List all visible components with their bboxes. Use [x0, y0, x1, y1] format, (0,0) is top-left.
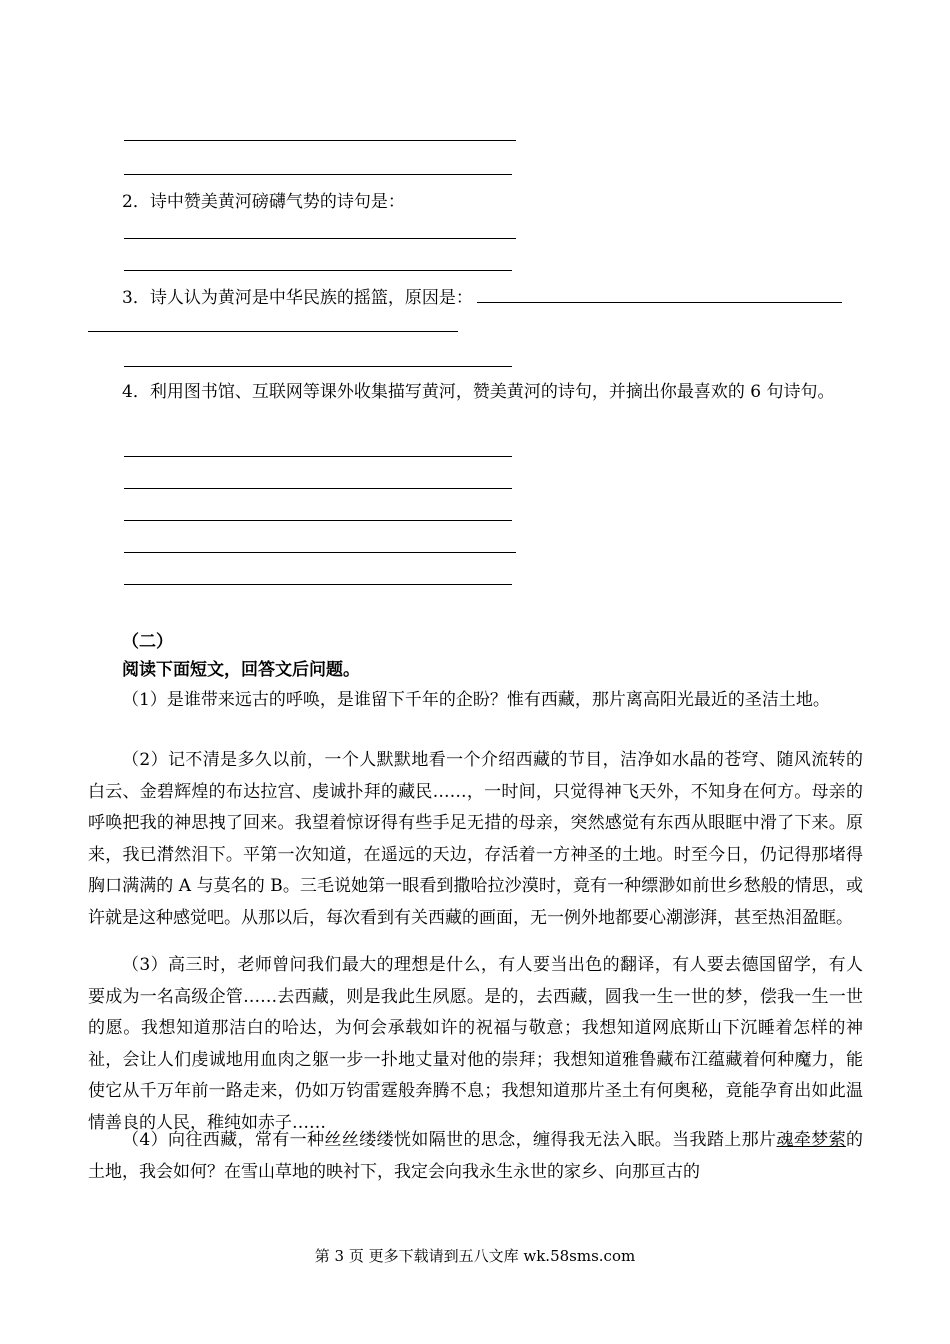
paragraph-4-end: 的土地，我会如何？在雪山草地的映衬下，我定会向我永生永世的家乡、向那亘古的 — [88, 1130, 863, 1182]
underlined-phrase: 魂牵梦萦 — [776, 1130, 846, 1150]
answer-line[interactable] — [124, 140, 516, 141]
paragraph-3: （3）高三时，老师曾问我们最大的理想是什么，有人要当出色的翻译，有人要去德国留学，有人要成为一名高级企管……去西藏，则是我此生夙愿。是的，去西藏，圆我一生一世的梦，偿我一生一世的愿。我想知道那洁白的哈达，为何会承载如许的祝福与敬意；我想知道网底斯山下沉睡着怎样的神祉，会让人们虔诚地用血肉之躯一步一扑地丈量对他的崇拜；我想知道雅鲁藏布江蕴藏着何种魔力，能使它从千万年前一路走来，仍如万钧雷霆般奔腾不息；我想知道那片圣土有何奥秘，竟能孕育出如此温情善良的人民，稚纯如赤子…… — [88, 955, 863, 1133]
question-3-text: 3．诗人认为黄河是中华民族的摇篮，原因是： — [122, 288, 473, 308]
answer-line[interactable] — [477, 301, 842, 303]
question-4: 4．利用图书馆、互联网等课外收集描写黄河，赞美黄河的诗句，并摘出你最喜欢的 6 句诗句。 — [122, 382, 835, 402]
answer-line[interactable] — [124, 270, 512, 271]
paragraph-2: （2）记不清是多久以前，一个人默默地看一个介绍西藏的节目，洁净如水晶的苍穹、随风流转的白云、金碧辉煌的布达拉宫、虔诚扑拜的藏民……，一时间，只觉得神飞天外，不知身在何方。母亲的呼唤把我的神思拽了回来。我望着惊讶得有些手足无措的母亲，突然感觉有东西从眼眶中滑了下来。原来，我已潸然泪下。平第一次知道，在遥远的天边，存活着一方神圣的土地。时至今日，仍记得那堵得胸口满满的 A 与莫名的 B。三毛说她第一眼看到撒哈拉沙漠时，竟有一种缥渺如前世乡愁般的情思，或许就是这种感觉吧。从那以后，每次看到有关西藏的画面，无一例外地都要心潮澎湃，甚至热泪盈眶。 — [88, 750, 863, 928]
answer-line[interactable] — [124, 584, 512, 585]
question-3 — [88, 282, 863, 314]
paragraph-4-start: （4）向往西藏，常有一种丝丝缕缕恍如隔世的思念，缠得我无法入眠。当我踏上那片 — [122, 1130, 777, 1150]
answer-line[interactable] — [124, 520, 512, 521]
answer-line[interactable] — [124, 174, 512, 175]
section-title: （二） — [122, 632, 173, 652]
paragraph-1: （1）是谁带来远古的呼唤，是谁留下千年的企盼？惟有西藏，那片离高阳光最近的圣洁土地。 — [122, 690, 830, 710]
answer-line[interactable] — [124, 456, 512, 457]
answer-line[interactable] — [88, 331, 458, 332]
section-instruction: 阅读下面短文，回答文后问题。 — [122, 660, 360, 680]
answer-line[interactable] — [124, 238, 516, 239]
paragraph-4 — [88, 1125, 863, 1188]
page-footer: 第 3 页 更多下载请到五八文库 wk.58sms.com — [314, 1247, 636, 1265]
answer-line[interactable] — [124, 366, 512, 367]
answer-line[interactable] — [124, 552, 516, 553]
answer-line[interactable] — [124, 488, 512, 489]
question-2: 2．诗中赞美黄河磅礴气势的诗句是： — [122, 192, 405, 212]
